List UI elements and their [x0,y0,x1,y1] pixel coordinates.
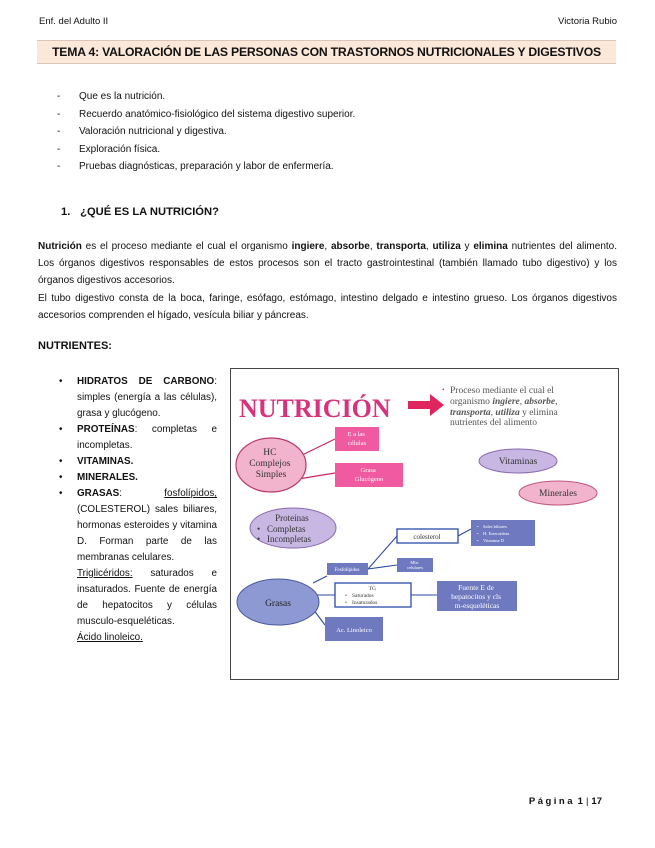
list-item: • HIDRATOS DE CARBONO: simples (energía a las células), grasa y glucógeno. [57,374,217,422]
svg-text:colesterol: colesterol [413,533,441,541]
svg-text:Minerales: Minerales [539,489,577,499]
paragraph-digestive-tract: El tubo digestivo consta de la boca, faringe, esófago, estómago, intestino delgado e intestino grueso. Los órganos digestivos accesorios comprenden el hígado, vesícula biliar y páncreas. [38,293,617,321]
svg-text:Vitaminas: Vitaminas [498,457,538,467]
nutrients-list [57,374,217,646]
page-number: Página 1 | 17 [528,796,602,807]
nutrition-concept-map [231,369,618,679]
svg-text:•: • [442,386,445,394]
svg-text:E a las células: E a las células [347,431,367,447]
list-item: - Recuerdo anatómico-fisiológico del sistema digestivo superior. [57,106,355,124]
svg-text:TG •Saturados •Ins: TG • Saturados • Insaturados [345,586,378,606]
list-item: • PROTEÍNAS: completas e incompletas. [57,422,217,454]
list-item: • VITAMINAS. [57,454,217,470]
svg-text:Proteínas •Completas: Proteínas • Completas • Incompletas [257,513,311,544]
nutrients-heading: NUTRIENTES: [38,340,112,352]
header-author: Victoria Rubio [558,16,617,27]
svg-text:Fosfolípidos: Fosfolípidos [334,568,360,573]
list-item: • MINERALES. [57,470,217,486]
svg-text:Grasa Glucógeno: Grasa Glucógeno [354,467,384,483]
list-item: • GRASAS: fosfolípidos, (COLESTEROL) sales biliares, hormonas esteroides y vitamina D. Forman parte de las membranas celulares. Triglicéridos: saturados e insaturados. Fuente de energía de hepatocitos y células musculo-esqueléticas. Ácido linoleico. [57,486,217,646]
svg-text:HC Complejos Simpl: HC Complejos Simples [249,448,291,480]
diagram-definition: Proceso mediante el cual el organismo ingiere, absorbe, transporta, utiliza y elimina nutrientes del alimento [450,386,558,428]
svg-text:Mbs celulares: Mbs celulares [407,560,423,570]
list-item: - Exploración física. [57,141,355,159]
section-title: ¿QUÉ ES LA NUTRICIÓN? [80,206,219,218]
svg-text:Fuente E de hepatocitos: Fuente E de hepatocitos y cls m-esqueléticas [451,583,502,610]
section-number: 1. [61,206,71,218]
svg-text:Grasas: Grasas [265,599,291,609]
list-item: - Pruebas diagnósticas, preparación y labor de enfermería. [57,158,355,176]
diagram-title: NUTRICIÓN [239,394,391,423]
list-item: - Valoración nutricional y digestiva. [57,123,355,141]
topics-list [57,88,355,176]
paragraph-definition: Nutrición es el proceso mediante el cual el organismo ingiere, absorbe, transporta, utiliza y elimina nutrientes del alimento. Los órganos digestivos responsables de estos procesos son el tracto gastrointestinal (también llamado tubo digestivo) y los órganos digestivos accesorios. [38,241,617,286]
page-title: TEMA 4: VALORACIÓN DE LAS PERSONAS CON TRASTORNOS NUTRICIONALES Y DIGESTIVOS [37,40,616,64]
title-arrow-icon [408,394,444,416]
term-nutricion: Nutrición [38,241,82,252]
svg-text:Ac. Linoleico: Ac. Linoleico [336,627,372,634]
section-heading [61,206,219,218]
nutrition-diagram [230,368,619,680]
header-course: Enf. del Adulto II [39,16,109,27]
svg-text:•Sales biliares •H. Este: • Sales biliares • H. Esteroideas • Vitamina D [477,524,510,543]
list-item: - Que es la nutrición. [57,88,355,106]
